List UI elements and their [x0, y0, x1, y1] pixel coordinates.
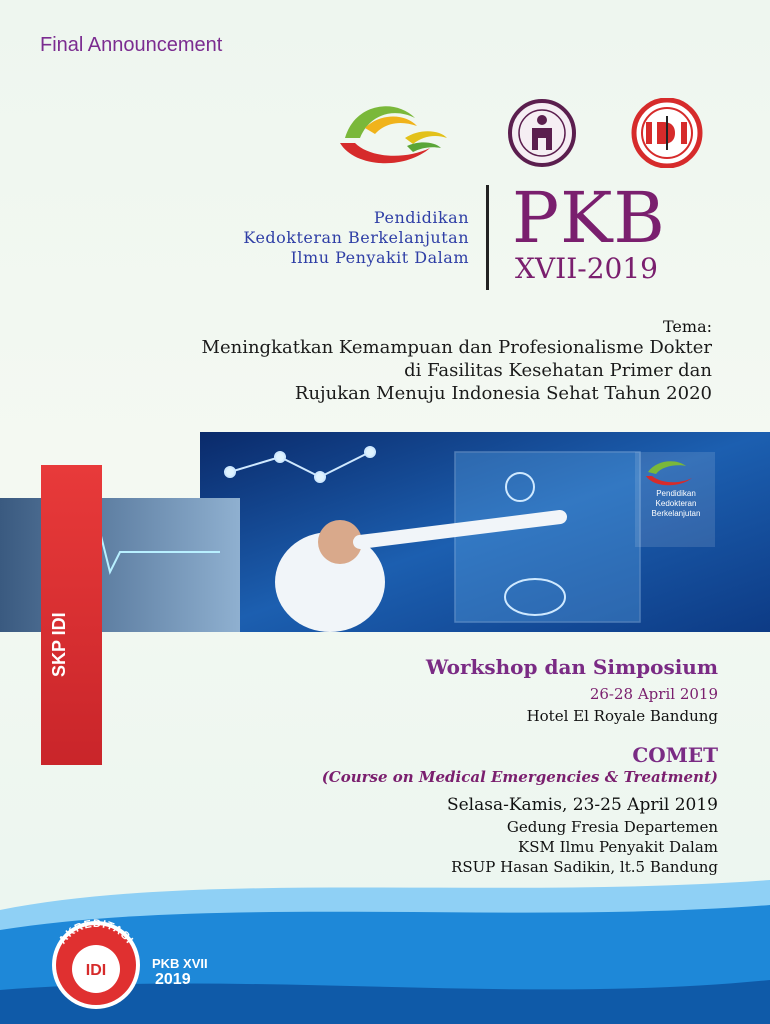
title-divider — [486, 185, 489, 290]
theme-label: Tema: — [663, 317, 712, 336]
comet-title: COMET — [632, 743, 718, 767]
theme-line: di Fasilitas Kesehatan Primer dan — [404, 360, 712, 381]
comet-venue-line: KSM Ilmu Penyakit Dalam — [518, 838, 718, 856]
comet-subtitle: (Course on Medical Emergencies & Treatment) — [321, 768, 718, 786]
announcement-label: Final Announcement — [40, 34, 223, 56]
inset-text: Berkelanjutan — [651, 509, 701, 518]
medical-banner-image — [0, 432, 770, 632]
theme-line: Rujukan Menuju Indonesia Sehat Tahun 2020 — [294, 383, 712, 404]
program-description — [243, 208, 469, 268]
workshop-venue: Hotel El Royale Bandung — [526, 707, 718, 725]
idi-logo-icon — [613, 98, 721, 168]
pkb-edition: XVII-2019 — [515, 252, 658, 285]
pkb-title: PKB — [512, 177, 666, 259]
accreditation-badge-icon — [40, 913, 152, 1013]
accreditation-ring-text: AKREDITASI — [56, 917, 136, 947]
accreditation-label: PKB XVII — [152, 956, 208, 971]
program-line: Ilmu Penyakit Dalam — [290, 248, 469, 267]
comet-venue-line: RSUP Hasan Sadikin, lt.5 Bandung — [451, 858, 718, 876]
skp-ribbon — [41, 465, 102, 765]
program-line: Kedokteran Berkelanjutan — [243, 228, 469, 247]
comet-date: Selasa-Kamis, 23-25 April 2019 — [446, 795, 718, 815]
workshop-date: 26-28 April 2019 — [589, 685, 718, 703]
workshop-title: Workshop dan Simposium — [425, 655, 718, 679]
inset-text: Pendidikan — [656, 489, 696, 498]
theme-line: Meningkatkan Kemampuan dan Profesionalisme Dokter — [201, 337, 712, 358]
society-seal-icon — [487, 98, 597, 168]
accreditation-year: 2019 — [155, 971, 191, 988]
pkb-swirl-logo-icon — [335, 98, 453, 170]
skp-ribbon-text: SKP IDI — [49, 612, 69, 677]
theme-text — [202, 336, 712, 405]
comet-venue-line: Gedung Fresia Departemen — [506, 818, 718, 836]
inset-text: Kedokteran — [655, 499, 697, 508]
program-line: Pendidikan — [373, 208, 469, 227]
accreditation-badge-text: IDI — [85, 962, 107, 979]
